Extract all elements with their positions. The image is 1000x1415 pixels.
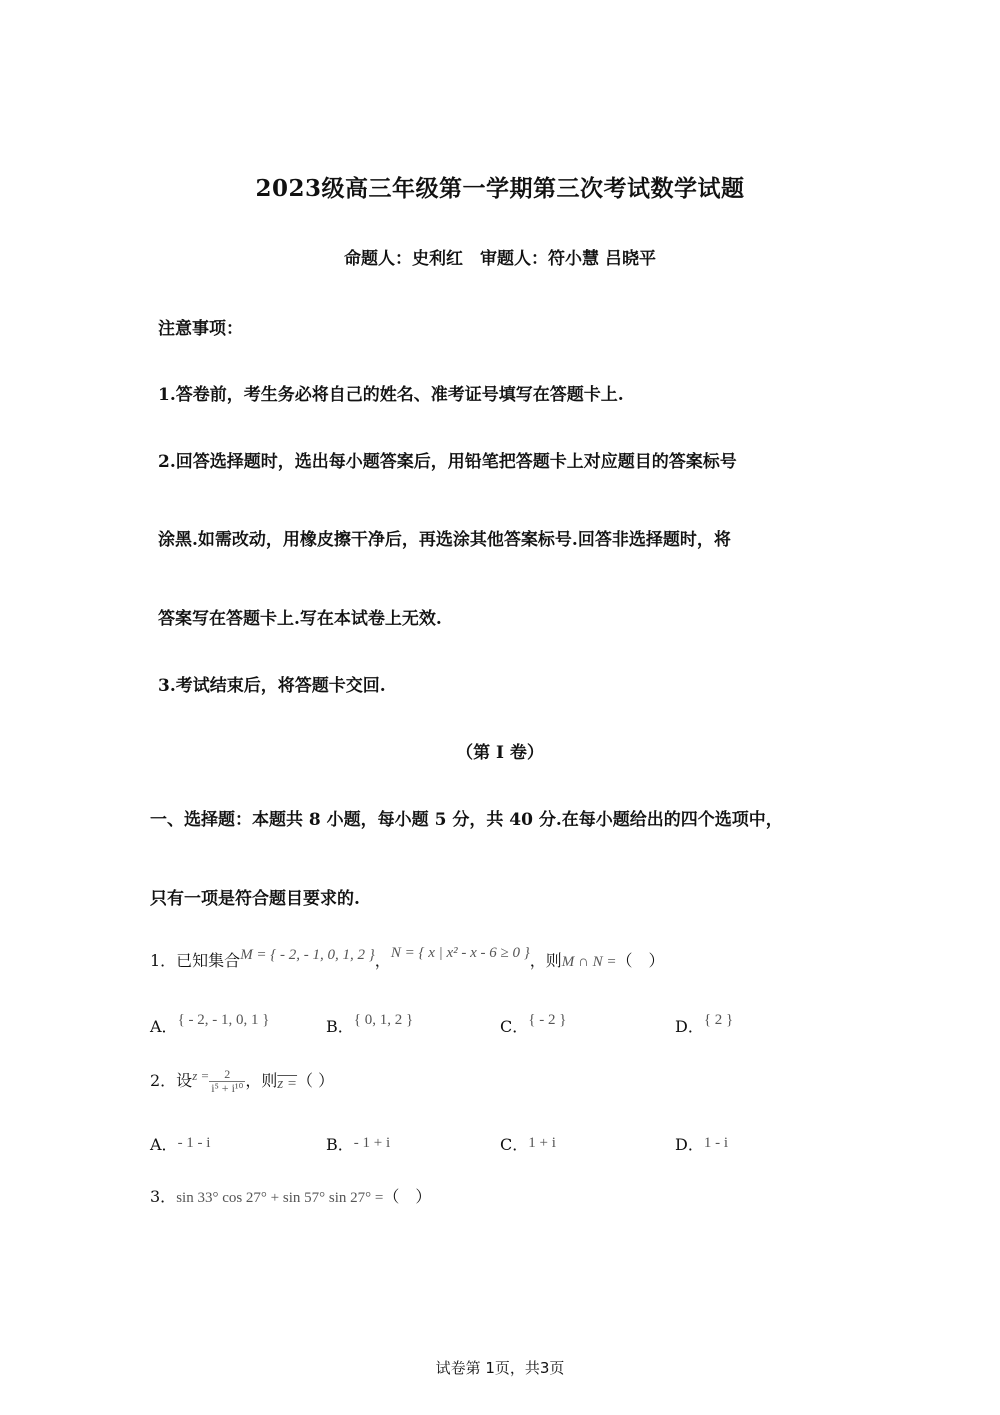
fraction-denominator: i⁵ + i¹⁰ [211,1081,244,1095]
q1-suffix: ，则 [529,951,562,970]
q2-z-eq: z = [192,1068,210,1083]
option-value: - 1 + i [353,1135,391,1151]
q2-suffix: ，则 [245,1071,278,1090]
option-label: D． [675,1135,704,1154]
option-label: B． [326,1135,354,1154]
option-value: { 0, 1, 2 } [353,1012,414,1028]
q2-zbar: z = [277,1076,298,1092]
q1-paren: （ ） [616,951,665,970]
q1-prefix: 1．已知集合 [150,951,241,970]
option-value: 1 + i [528,1135,556,1151]
option-label: C． [500,1017,529,1036]
q2-option-d[interactable] [675,1132,728,1155]
volume-heading: （第 I 卷） [456,743,544,763]
option-value: { - 2 } [528,1012,567,1028]
option-value: { - 2, - 1, 0, 1 } [177,1012,270,1028]
notes-heading: 注意事项： [158,319,243,339]
option-value: 1 - i [703,1135,729,1151]
notes-item-2-line-3: 答案写在答题卡上.写在本试卷上无效. [158,609,442,629]
exam-authors: 命题人：史利红 审题人：符小慧 吕晓平 [344,249,656,269]
q1-option-a[interactable] [150,1014,269,1037]
notes-item-3: 3.考试结束后，将答题卡交回. [158,676,386,696]
q2-prefix: 2．设 [150,1071,193,1090]
q1-set-n: N = { x | x² - x - 6 ≥ 0 } [390,945,530,961]
q1-option-d[interactable] [675,1014,733,1037]
q1-set-m: M = { - 2, - 1, 0, 1, 2 } [240,947,375,963]
question-2 [150,1068,334,1095]
q3-expr: sin 33° cos 27° + sin 57° sin 27° = [176,1190,384,1206]
option-label: D． [675,1017,704,1036]
option-label: A． [150,1135,178,1154]
q3-prefix: 3． [150,1187,177,1206]
page-footer: 试卷第 1页，共3页 [435,1359,565,1377]
notes-item-2-line-1: 2.回答选择题时，选出每小题答案后，用铅笔把答题卡上对应题目的答案标号 [158,452,737,472]
q2-paren: （ ） [297,1071,335,1090]
q2-option-b[interactable] [326,1132,390,1155]
q1-expr: M ∩ N = [561,954,617,970]
question-3 [150,1184,431,1207]
notes-item-2-line-2: 涂黑.如需改动，用橡皮擦干净后，再选涂其他答案标号.回答非选择题时，将 [158,530,731,550]
question-1 [150,945,665,971]
q2-fraction [209,1068,245,1095]
q3-paren: （ ） [383,1187,432,1206]
option-label: A． [150,1017,178,1036]
option-label: B． [326,1017,354,1036]
q1-option-b[interactable] [326,1014,413,1037]
option-value: { 2 } [703,1012,734,1028]
fraction-numerator: 2 [209,1068,245,1082]
section-1-line-2: 只有一项是符合题目要求的. [150,889,360,909]
option-value: - 1 - i [177,1135,211,1151]
q2-option-a[interactable] [150,1132,210,1155]
notes-item-1: 1.答卷前，考生务必将自己的姓名、准考证号填写在答题卡上. [158,385,624,405]
option-label: C． [500,1135,529,1154]
q1-option-c[interactable] [500,1014,566,1037]
section-1-line-1: 一、选择题：本题共 8 小题，每小题 5 分，共 40 分.在每小题给出的四个选项中， [150,810,783,830]
q2-option-c[interactable] [500,1132,556,1155]
q1-comma: ， [374,951,391,970]
exam-title: 2023级高三年级第一学期第三次考试数学试题 [255,175,745,202]
